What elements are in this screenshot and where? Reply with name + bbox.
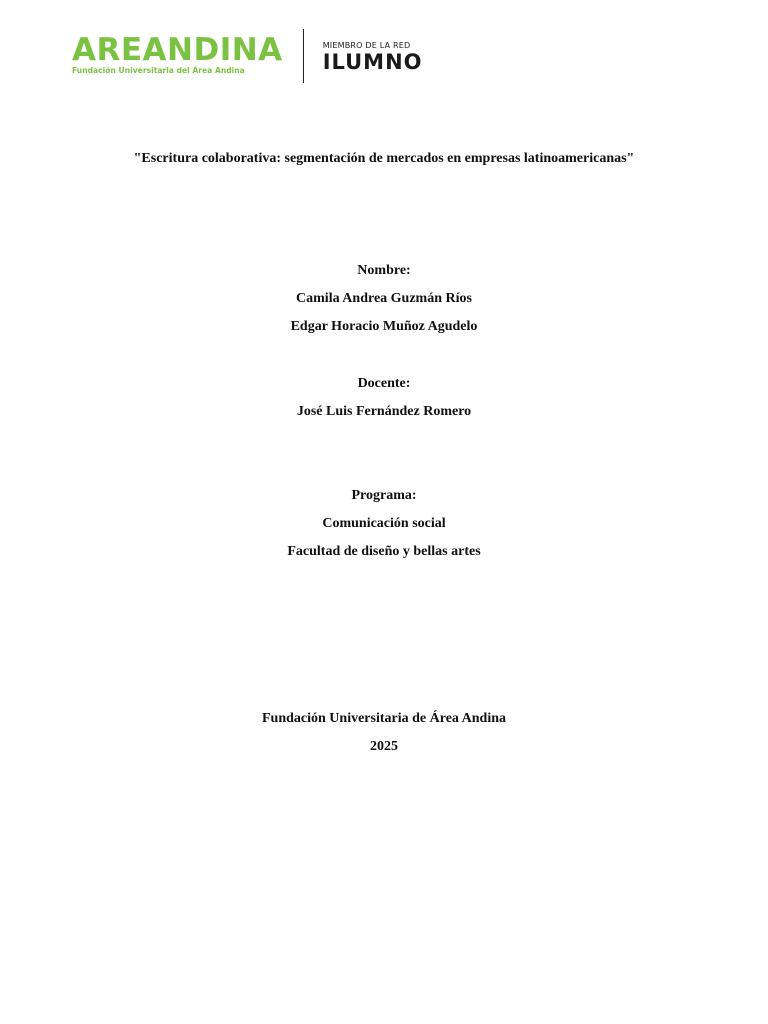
author-name: Edgar Horacio Muñoz Agudelo — [290, 319, 478, 334]
logo-divider — [303, 29, 304, 83]
ilumno-logo — [323, 40, 423, 73]
program-label: Programa: — [351, 488, 417, 503]
header-logos — [72, 28, 423, 84]
teacher-name: José Luis Fernández Romero — [296, 404, 472, 419]
ilumno-logo-text: ILUMNO — [322, 49, 423, 74]
faculty-name: Facultad de diseño y bellas artes — [287, 544, 481, 559]
document-year: 2025 — [370, 739, 398, 754]
authors-label: Nombre: — [357, 263, 411, 278]
areandina-logo — [72, 32, 283, 77]
institution-name: Fundación Universitaria de Área Andina — [262, 711, 506, 726]
ilumno-tagline: MIEMBRO DE LA RED — [322, 40, 411, 50]
areandina-logo-text: AREANDINA — [72, 32, 283, 68]
program-name: Comunicación social — [322, 516, 446, 531]
author-name: Camila Andrea Guzmán Ríos — [296, 291, 472, 306]
areandina-subtitle: Fundación Universitaria del Área Andina — [72, 66, 245, 75]
teacher-label: Docente: — [357, 376, 411, 391]
document-title: "Escritura colaborativa: segmentación de mercados en empresas latinoamericanas" — [133, 151, 635, 166]
